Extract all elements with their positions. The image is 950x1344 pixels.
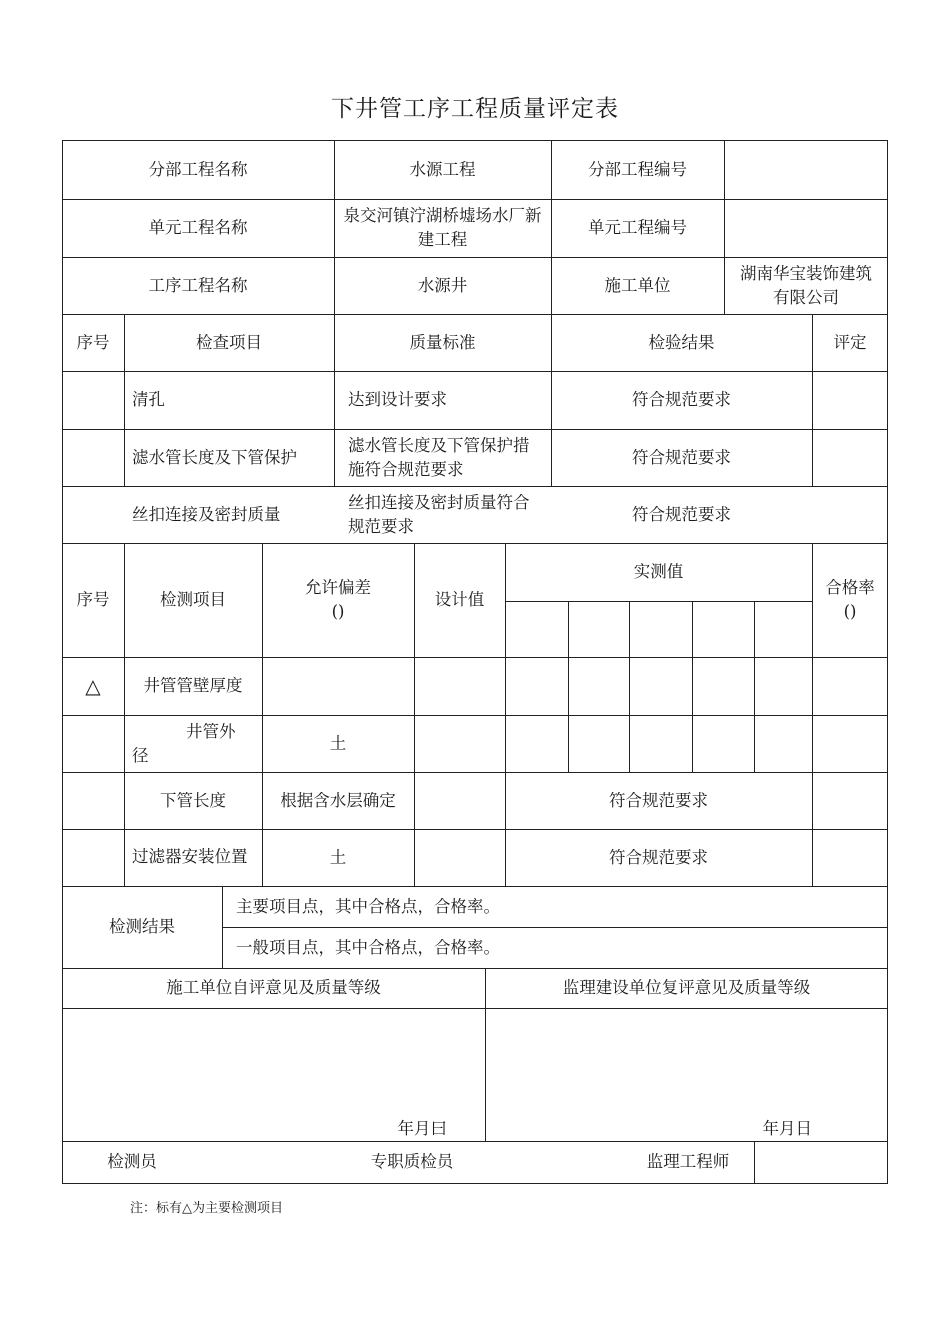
process-name-label: 工序工程名称: [148, 275, 248, 295]
inspection-standard: 达到设计要求: [348, 390, 447, 410]
measurement-result: 符合规范要求: [609, 847, 708, 867]
footnote: 注：标有△为主要检测项目: [130, 1201, 283, 1216]
contractor-label: 施工单位: [604, 275, 671, 295]
measurement-col-measured: 实测值: [633, 562, 684, 582]
measurement-item: 井管管壁厚度: [143, 676, 243, 696]
measurement-result: 符合规范要求: [609, 790, 708, 810]
measurement-tolerance: 土: [329, 733, 347, 753]
contractor-opinion-label: 施工单位自评意见及质量等级: [166, 978, 381, 998]
measurement-item: 过滤器安装位置: [132, 847, 248, 867]
summary-general-line: 一般项目点，其中合格点，合格率。: [236, 937, 500, 957]
process-name-value: 水源井: [417, 275, 468, 295]
inspection-col-result: 检验结果: [648, 332, 715, 352]
unit-no-value: [724, 199, 888, 257]
measurement-item: 下管长度: [160, 790, 226, 810]
inspection-standard: 丝扣连接及密封质量符合规范要求: [348, 492, 530, 536]
inspection-standard: 滤水管长度及下管保护措施符合规范要求: [348, 435, 530, 479]
contractor-value: 湖南华宝装饰建筑有限公司: [740, 263, 872, 307]
division-no-value: [724, 140, 888, 199]
inspection-col-no: 序号: [76, 332, 110, 352]
inspection-result: 符合规范要求: [632, 447, 731, 467]
inspection-result: 符合规范要求: [632, 390, 731, 410]
inspection-col-standard: 质量标准: [409, 332, 476, 352]
tolerance-label: 允许偏差: [305, 578, 371, 598]
rule: [754, 1141, 755, 1183]
division-name-value: 水源工程: [409, 159, 476, 179]
tolerance-unit: (): [331, 602, 345, 621]
supervising-engineer-label: 监理工程师: [646, 1152, 730, 1172]
rule: [692, 601, 693, 772]
measurement-col-no: 序号: [76, 590, 110, 610]
measurement-col-item: 检测项目: [160, 590, 226, 610]
measurement-tolerance: [262, 657, 414, 715]
measurement-item: 井管外径: [132, 721, 236, 765]
rule: [568, 601, 569, 772]
inspection-item: 清孔: [132, 390, 165, 410]
measurement-col-pass-rate: [812, 543, 888, 657]
measurement-col-design: 设计值: [434, 590, 485, 610]
rule: [62, 1183, 888, 1184]
inspection-result: 符合规范要求: [632, 504, 731, 524]
quality-officer-label: 专职质检员: [370, 1152, 454, 1172]
main-item-marker: △: [85, 673, 101, 698]
rule: [754, 601, 755, 772]
division-no-label: 分部工程编号: [588, 159, 687, 179]
division-name-label: 分部工程名称: [148, 159, 248, 179]
rule: [629, 601, 630, 772]
inspector-label: 检测员: [107, 1152, 157, 1172]
pass-rate-label: 合格率: [825, 578, 875, 598]
rule: [505, 601, 812, 602]
inspection-col-rating: 评定: [833, 332, 867, 352]
summary-label: 检测结果: [109, 917, 175, 937]
inspection-item: 丝扣连接及密封质量: [132, 504, 281, 524]
unit-no-label: 单元工程编号: [588, 218, 687, 238]
quality-evaluation-table: [62, 140, 888, 1184]
summary-main-line: 主要项目点，其中合格点，合格率。: [236, 896, 500, 916]
pass-rate-unit: (): [843, 602, 857, 621]
inspection-item: 滤水管长度及下管保护: [132, 447, 297, 467]
contractor-date: 年月曰: [397, 1119, 447, 1139]
unit-name-value: 泉交河镇泞湖桥墟场水厂新建工程: [343, 206, 542, 249]
measurement-col-tolerance: [262, 543, 414, 657]
measurement-tolerance: 根据含水层确定: [280, 790, 396, 810]
supervisor-date: 年月日: [762, 1119, 812, 1139]
page-title: 下井管工序工程质量评定表: [331, 96, 619, 122]
measurement-tolerance: 土: [329, 847, 347, 867]
supervisor-opinion-label: 监理建设单位复评意见及质量等级: [562, 978, 811, 998]
unit-name-label: 单元工程名称: [148, 218, 248, 238]
inspection-col-item: 检查项目: [196, 332, 262, 352]
